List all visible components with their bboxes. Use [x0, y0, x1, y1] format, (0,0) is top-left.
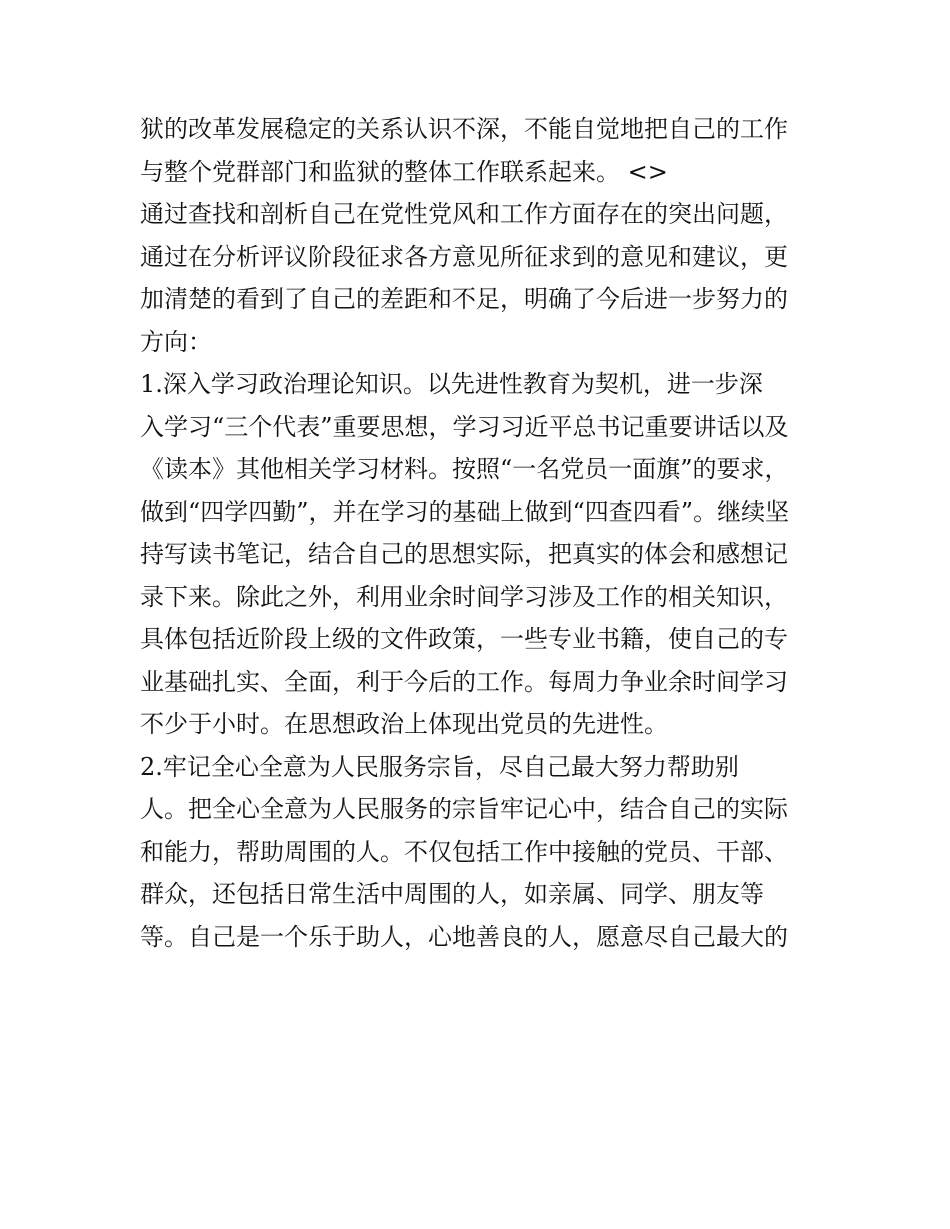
text-line: 方向： [140, 327, 212, 356]
text-line: 1.深入学习政治理论知识。以先进性教育为契机，进一步深 [140, 370, 763, 398]
text-line: 和能力，帮助周围的人。不仅包括工作中接触的党员、干部、 [140, 837, 788, 866]
text-line: 与整个党群部门和监狱的整体工作联系起来。 <> [140, 157, 668, 186]
text-line: 通过在分析评议阶段征求各方意见所征求到的意见和建议，更 [140, 242, 788, 271]
text-line: 做到“四学四勤”，并在学习的基础上做到“四查四看”。继续坚 [140, 497, 790, 526]
text-line: 通过查找和剖析自己在党性党风和工作方面存在的突出问题， [140, 200, 788, 228]
body-text [140, 108, 830, 958]
text-line: 入学习“三个代表”重要思想，学习习近平总书记重要讲话以及 [140, 412, 789, 441]
text-line: 人。把全心全意为人民服务的宗旨牢记心中，结合自己的实际 [140, 795, 788, 823]
text-line: 录下来。除此之外，利用业余时间学习涉及工作的相关知识， [140, 582, 788, 611]
text-line: 《读本》其他相关学习材料。按照“一名党员一面旗”的要求， [140, 455, 789, 483]
text-line: 群众，还包括日常生活中周围的人，如亲属、同学、朋友等 [140, 880, 764, 908]
text-line: 具体包括近阶段上级的文件政策，一些专业书籍，使自己的专 [140, 625, 788, 653]
text-line: 不少于小时。在思想政治上体现出党员的先进性。 [140, 710, 668, 738]
text-line: 等。自己是一个乐于助人，心地善良的人，愿意尽自己最大的 [140, 922, 788, 951]
text-line: 业基础扎实、全面，利于今后的工作。每周力争业余时间学习 [140, 667, 788, 696]
text-line: 持写读书笔记，结合自己的思想实际，把真实的体会和感想记 [140, 540, 788, 568]
text-line: 加清楚的看到了自己的差距和不足，明确了今后进一步努力的 [140, 285, 788, 313]
text-line: 狱的改革发展稳定的关系认识不深，不能自觉地把自己的工作 [140, 115, 788, 143]
text-line: 2.牢记全心全意为人民服务宗旨，尽自己最大努力帮助别 [140, 752, 739, 781]
